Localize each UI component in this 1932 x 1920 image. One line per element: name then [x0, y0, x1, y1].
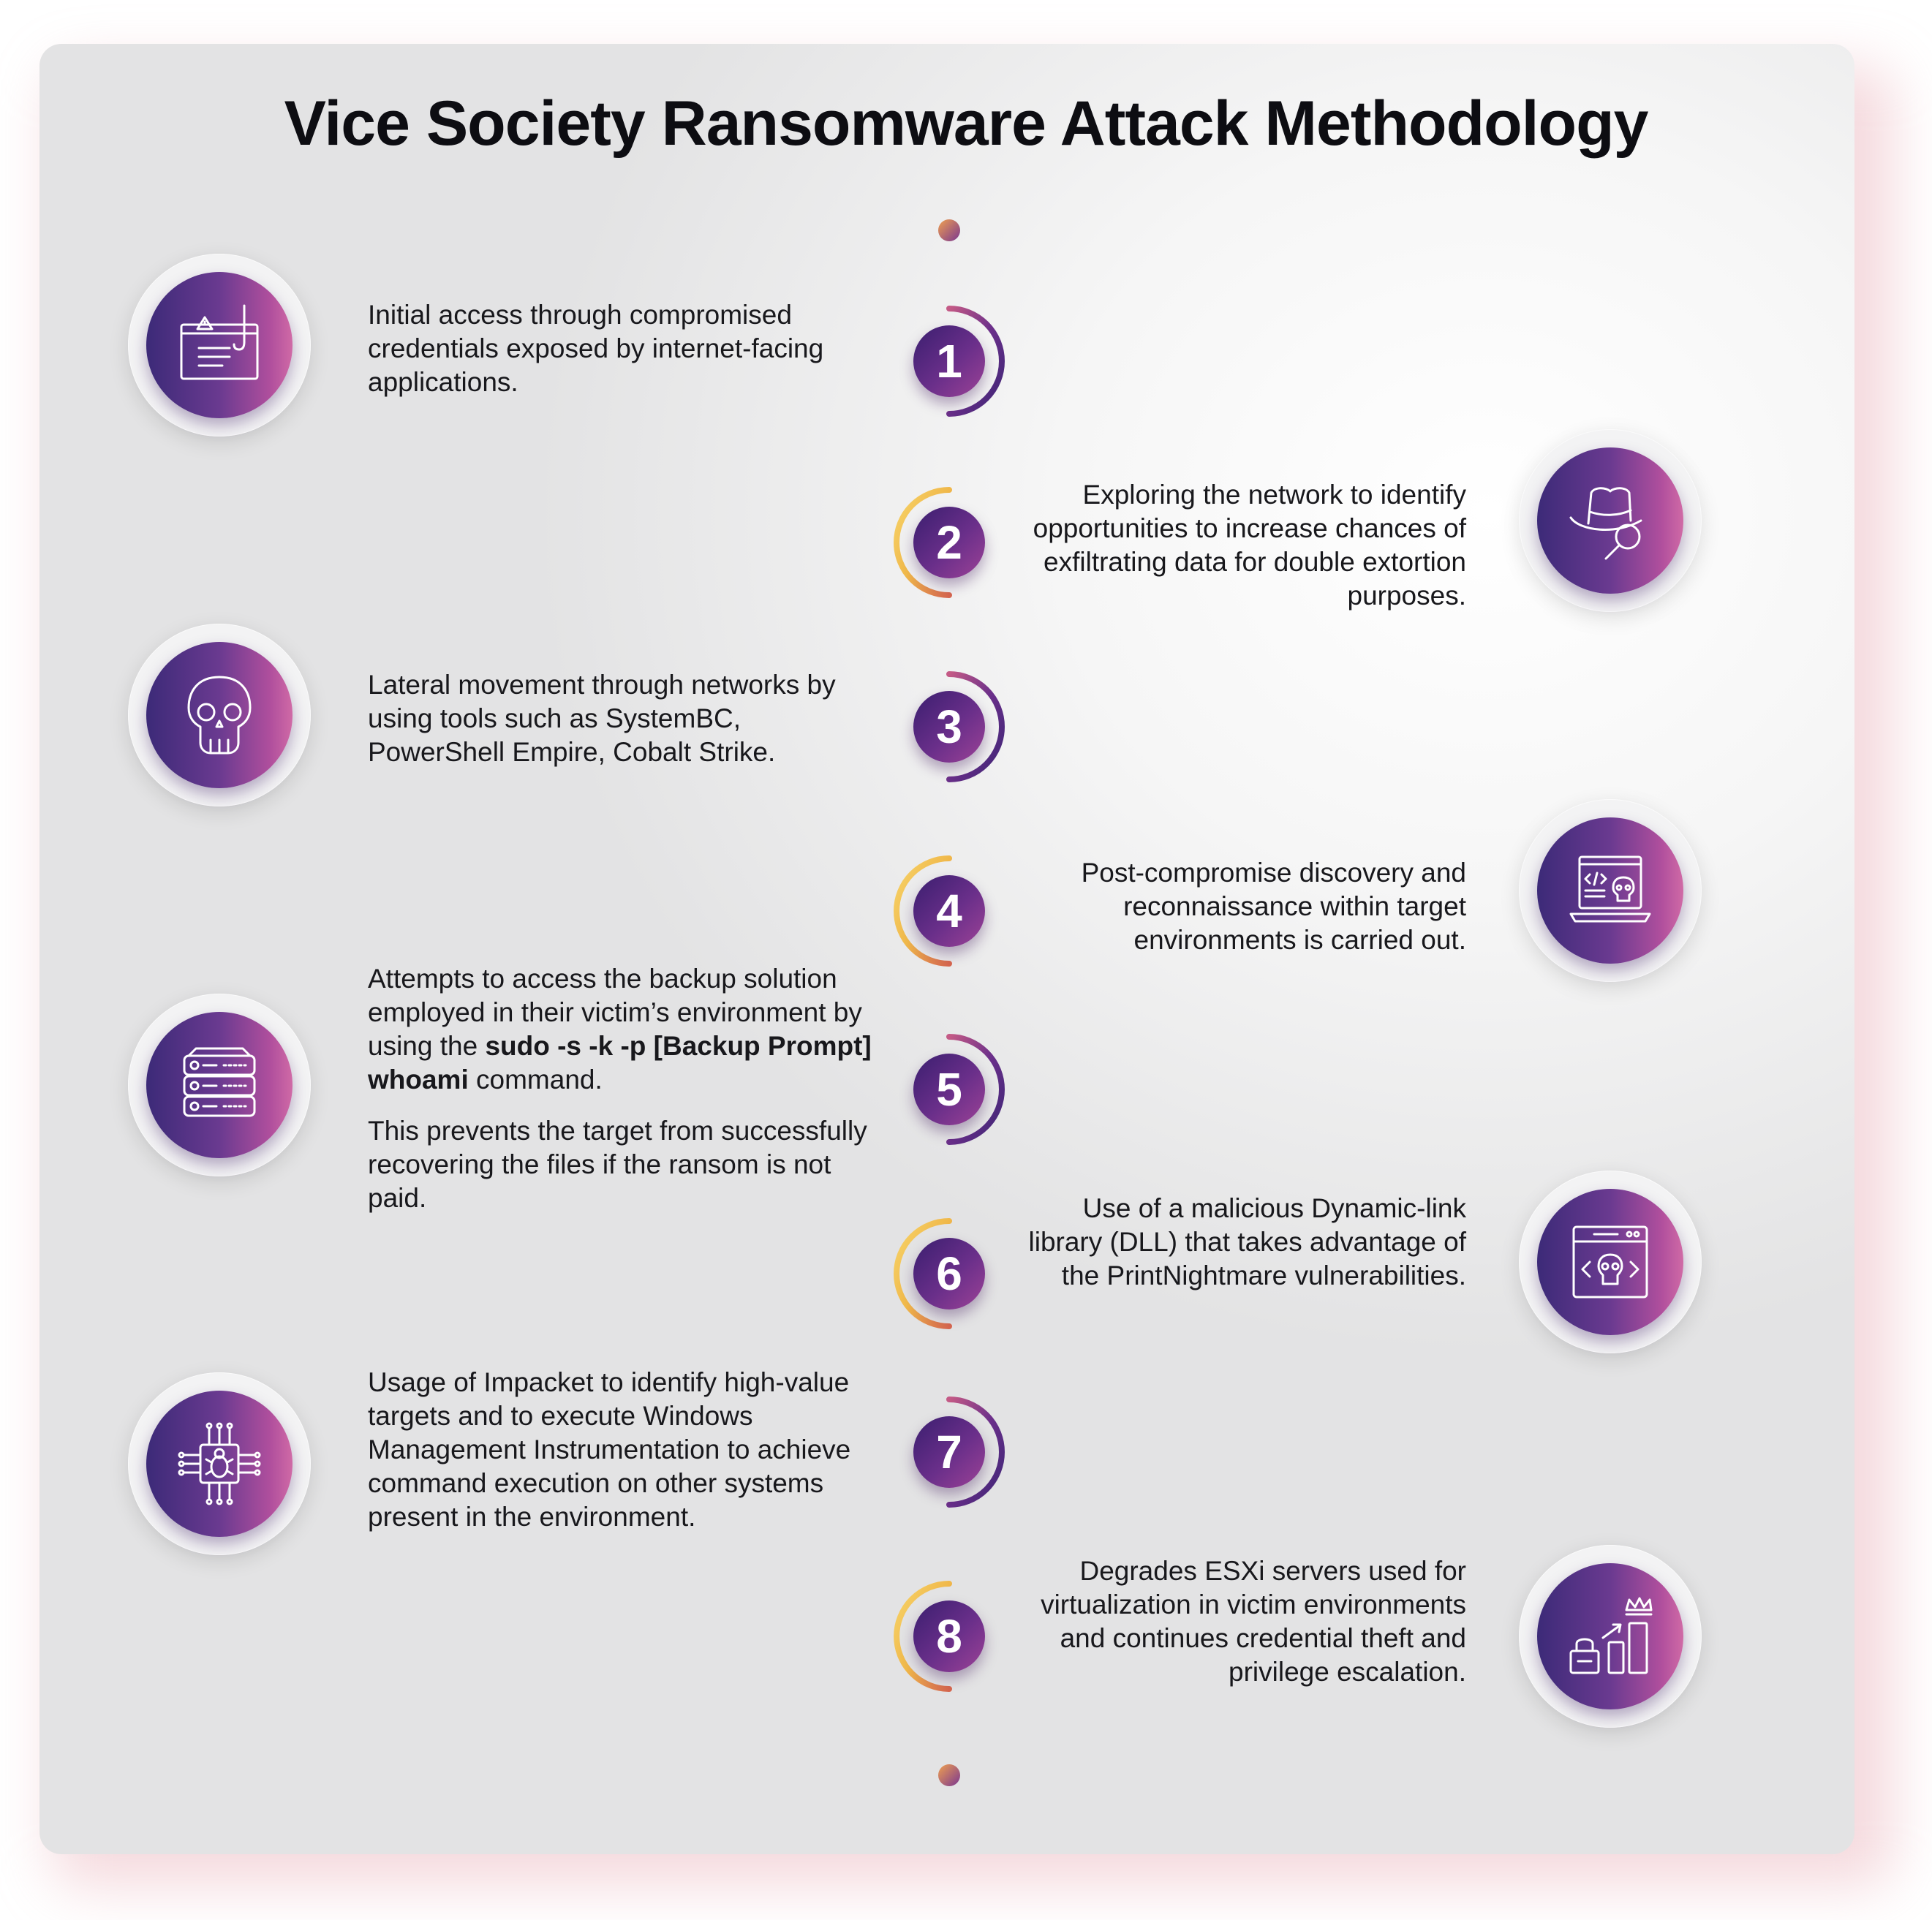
server-rack-icon [174, 1040, 265, 1130]
step-1-icon-halo [128, 254, 311, 436]
step-8-number: 8 [913, 1600, 985, 1672]
step-6-text [1024, 1192, 1466, 1293]
step-6-number: 6 [913, 1238, 985, 1309]
step-3-icon-disc [146, 642, 293, 788]
browser-skull-code-icon [1565, 1217, 1656, 1307]
step-5-icon-disc [146, 1012, 293, 1158]
step-7-text [368, 1366, 880, 1534]
laptop-code-skull-icon [1565, 845, 1656, 936]
timeline-start-dot [938, 219, 960, 241]
step-8-description: Degrades ESXi servers used for virtualization in victim environments and continues credential theft and privilege escalation. [1041, 1556, 1466, 1687]
lock-bars-crown-icon [1565, 1591, 1656, 1682]
step-8-text [1024, 1554, 1466, 1689]
step-3-number: 3 [913, 691, 985, 763]
bug-chip-icon [174, 1418, 265, 1509]
step-1-number: 1 [913, 325, 985, 397]
step-5-text-before: Attempts to access the backup solution employed in their victim’s environment by using the [368, 964, 862, 1061]
step-7-description: Usage of Impacket to identify high-value targets and to execute Windows Management Instrumentation to achieve command execution on other systems present in the environment. [368, 1367, 851, 1532]
step-4-number: 4 [913, 875, 985, 947]
step-7-icon-disc [146, 1391, 293, 1537]
step-8-icon-halo [1519, 1545, 1702, 1728]
step-5-icon-halo [128, 994, 311, 1176]
step-5-description-2: This prevents the target from successfully recovering the files if the ransom is not paid. [368, 1116, 867, 1213]
timeline-end-dot [938, 1764, 960, 1786]
step-5-text [368, 962, 872, 1215]
step-5-text-after: command. [468, 1065, 603, 1095]
step-8-icon-disc [1537, 1563, 1683, 1709]
skull-icon [174, 670, 265, 760]
step-6-icon-halo [1519, 1171, 1702, 1353]
step-1-description: Initial access through compromised credentials exposed by internet-facing applications. [368, 300, 824, 397]
step-3-text [368, 668, 880, 769]
step-2-text [1024, 478, 1466, 613]
step-2-icon-halo [1519, 429, 1702, 612]
page-title: Vice Society Ransomware Attack Methodology [284, 88, 1648, 159]
step-1-text [368, 298, 880, 399]
step-3-description: Lateral movement through networks by using tools such as SystemBC, PowerShell Empire, Cobalt Strike. [368, 670, 836, 767]
hacker-hat-magnifier-icon [1565, 475, 1656, 566]
step-5-number: 5 [913, 1054, 985, 1125]
phishing-credential-icon [174, 300, 265, 390]
step-4-icon-disc [1537, 817, 1683, 964]
step-4-text [1024, 856, 1466, 957]
step-7-icon-halo [128, 1372, 311, 1555]
step-2-number: 2 [913, 507, 985, 578]
step-1-icon-disc [146, 272, 293, 418]
step-2-icon-disc [1537, 447, 1683, 594]
step-7-number: 7 [913, 1416, 985, 1488]
step-6-icon-disc [1537, 1189, 1683, 1335]
step-2-description: Exploring the network to identify opportunities to increase chances of exfiltrating data for double extortion purposes. [1033, 480, 1466, 611]
step-5-description [368, 962, 872, 1097]
step-4-description: Post-compromise discovery and reconnaissance within target environments is carried out. [1081, 858, 1466, 955]
step-6-description: Use of a malicious Dynamic-link library (DLL) that takes advantage of the PrintNightmare vulnerabilities. [1028, 1193, 1466, 1290]
step-4-icon-halo [1519, 799, 1702, 982]
step-3-icon-halo [128, 624, 311, 806]
step-5-command: sudo -s -k -p [Backup Prompt] whoami [368, 1031, 872, 1095]
